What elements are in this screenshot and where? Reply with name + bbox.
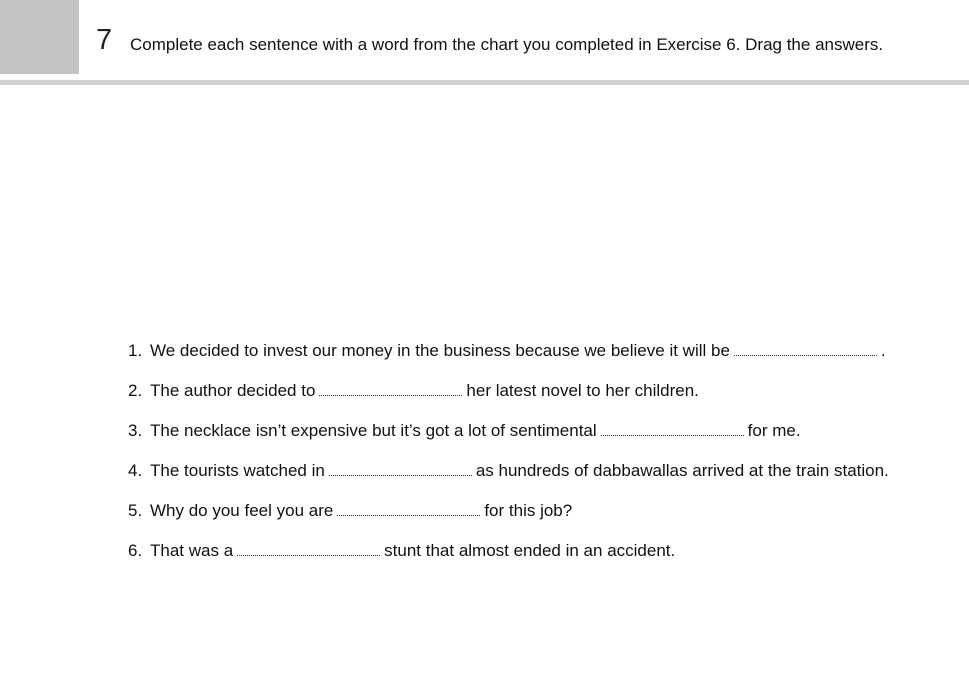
exercise-header [0,0,969,85]
sentence-text-after: stunt that almost ended in an accident. [384,541,676,560]
answer-drop-gap[interactable] [237,553,380,556]
sentence-text-after: her latest novel to her children. [466,381,699,400]
sentence-text-before: Why do you feel you are [150,501,334,520]
answer-drop-gap[interactable] [601,433,744,436]
sentence-number: 4. [128,461,143,480]
sentence-3 [128,420,889,460]
sentence-1 [128,340,889,380]
sentence-text-after: for this job? [484,501,573,520]
sentence-4 [128,460,889,500]
sentence-6 [128,540,889,580]
answer-drop-gap[interactable] [329,473,472,476]
sentence-text-before: That was a [150,541,234,560]
sentence-text-before: The author decided to [150,381,316,400]
sentence-number: 3. [128,421,143,440]
sentence-text-after: as hundreds of dabbawallas arrived at the train station. [475,461,889,480]
sentence-text-after: . [880,341,886,360]
sentence-number: 1. [128,341,143,360]
sentence-number: 6. [128,541,143,560]
exercise-number: 7 [96,24,113,56]
answer-drop-gap[interactable] [337,513,480,516]
sentence-number: 2. [128,381,143,400]
header-corner-block [0,0,79,74]
sentence-list [128,340,889,580]
sentence-5 [128,500,889,540]
exercise-instruction: Complete each sentence with a word from the chart you completed in Exercise 6. Drag the answers. [130,35,884,54]
sentence-text-before: The tourists watched in [150,461,325,480]
sentence-text-before: We decided to invest our money in the business because we believe it will be [150,341,730,360]
sentence-2 [128,380,889,420]
sentence-text-before: The necklace isn’t expensive but it’s got a lot of sentimental [150,421,597,440]
sentence-number: 5. [128,501,143,520]
sentence-text-after: for me. [747,421,801,440]
answer-drop-gap[interactable] [734,353,877,356]
answer-drop-gap[interactable] [319,393,462,396]
